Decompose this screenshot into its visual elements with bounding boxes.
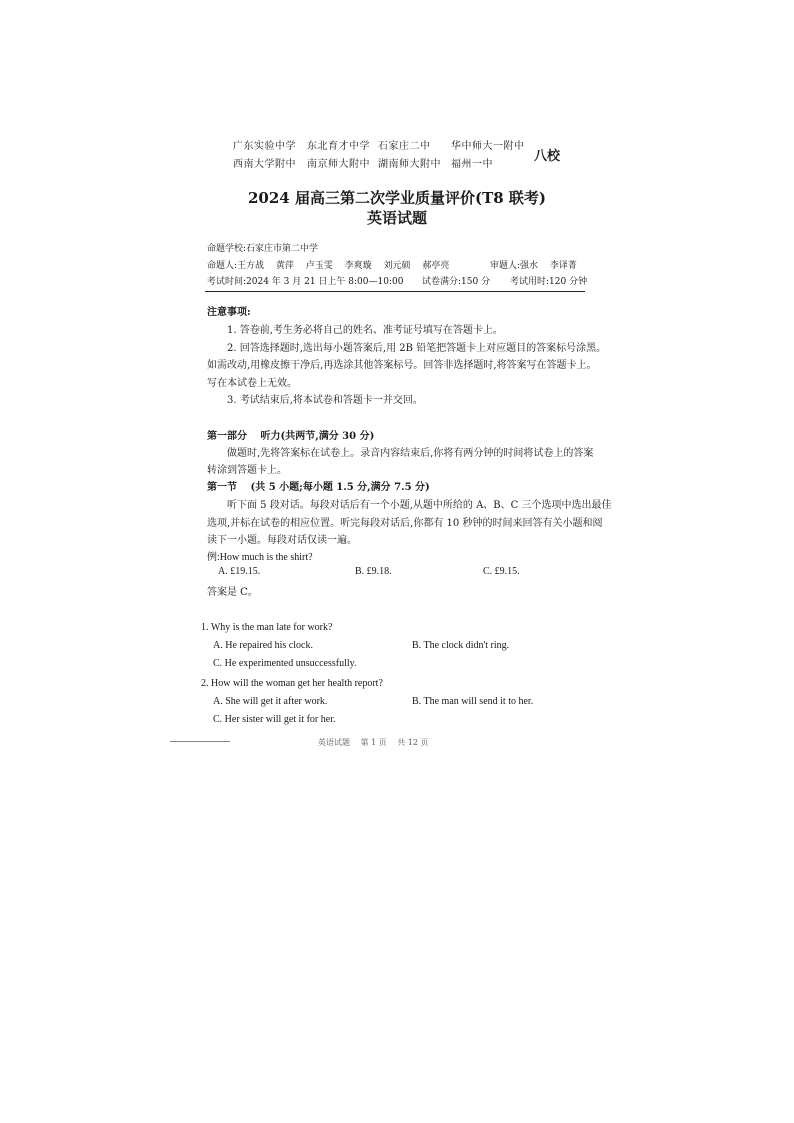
notice-item: 1. 答卷前,考生务必将自己的姓名、准考证号填写在答题卡上。: [227, 325, 503, 336]
exam-duration: 考试用时:120 分钟: [510, 277, 588, 287]
question-option-b: B. The man will send it to her.: [412, 696, 534, 707]
notice-item: 如需改动,用橡皮擦干净后,再选涂其他答案标号。回答非选择题时,将答案写在答题卡上。: [207, 360, 597, 371]
section1-heading: 第一节 (共 5 小题;每小题 1.5 分,满分 7.5 分): [207, 482, 430, 493]
example-option-b: B. £9.18.: [355, 566, 392, 577]
school-name: 西南大学附中: [233, 159, 296, 170]
question-option-b: B. The clock didn't ring.: [412, 640, 510, 651]
notice-item: 2. 回答选择题时,选出每小题答案后,用 2B 铅笔把答题卡上对应题目的答案标号涂黑。: [227, 343, 607, 354]
eight-schools-badge: 八校: [534, 149, 561, 164]
school-name: 广东实验中学: [233, 141, 296, 152]
example-answer: 答案是 C。: [207, 587, 258, 598]
example-question: 例:How much is the shirt?: [207, 552, 313, 563]
part1-instruction: 做题时,先将答案标在试卷上。录音内容结束后,你将有两分钟的时间将试卷上的答案: [227, 448, 594, 459]
question-option-c: C. Her sister will get it for her.: [213, 714, 336, 725]
school-name: 福州一中: [451, 159, 493, 170]
header-divider: [205, 291, 585, 292]
school-name: 湖南师大附中: [378, 159, 441, 170]
school-name: 华中师大一附中: [451, 141, 525, 152]
exam-time: 考试时间:2024 年 3 月 21 日上午 8:00—10:00: [207, 277, 404, 287]
school-name: 南京师大附中: [307, 159, 370, 170]
reviewers: 审题人:强水 李译菁: [490, 261, 577, 271]
question-option-a: A. She will get it after work.: [213, 696, 328, 707]
footer-divider: [170, 741, 230, 742]
exam-subject: 英语试题: [366, 209, 427, 227]
notice-item: 3. 考试结束后,将本试卷和答题卡一并交回。: [227, 395, 423, 406]
section1-instruction: 选项,并标在试卷的相应位置。听完每段对话后,你都有 10 秒钟的时间来回答有关小题和阅: [207, 518, 603, 529]
full-score: 试卷满分:150 分: [422, 277, 491, 287]
notice-heading: 注意事项:: [207, 307, 251, 318]
section1-instruction: 听下面 5 段对话。每段对话后有一个小题,从题中所给的 A、B、C 三个选项中选出最佳: [227, 500, 612, 511]
question-option-c: C. He experimented unsuccessfully.: [213, 658, 357, 669]
page-footer: 英语试题 第 1 页 共 12 页: [318, 738, 429, 747]
setter-school: 命题学校:石家庄市第二中学: [207, 244, 319, 254]
question-stem: 1. Why is the man late for work?: [201, 622, 333, 633]
exam-title: 2024 届高三第二次学业质量评价(T8 联考): [248, 189, 546, 207]
school-name: 东北育才中学: [307, 141, 370, 152]
part1-instruction: 转涂到答题卡上。: [207, 465, 287, 476]
question-option-a: A. He repaired his clock.: [213, 640, 313, 651]
question-authors: 命题人:王方战 黄萍 卢玉雯 李爽璇 刘元硕 郝亭亮: [207, 261, 450, 271]
part1-heading: 第一部分 听力(共两节,满分 30 分): [207, 431, 375, 442]
section1-instruction: 读下一小题。每段对话仅读一遍。: [207, 535, 357, 546]
example-option-a: A. £19.15.: [218, 566, 261, 577]
notice-item: 写在本试卷上无效。: [207, 378, 297, 389]
question-stem: 2. How will the woman get her health report?: [201, 678, 383, 689]
school-name: 石家庄二中: [378, 141, 431, 152]
example-option-c: C. £9.15.: [483, 566, 520, 577]
